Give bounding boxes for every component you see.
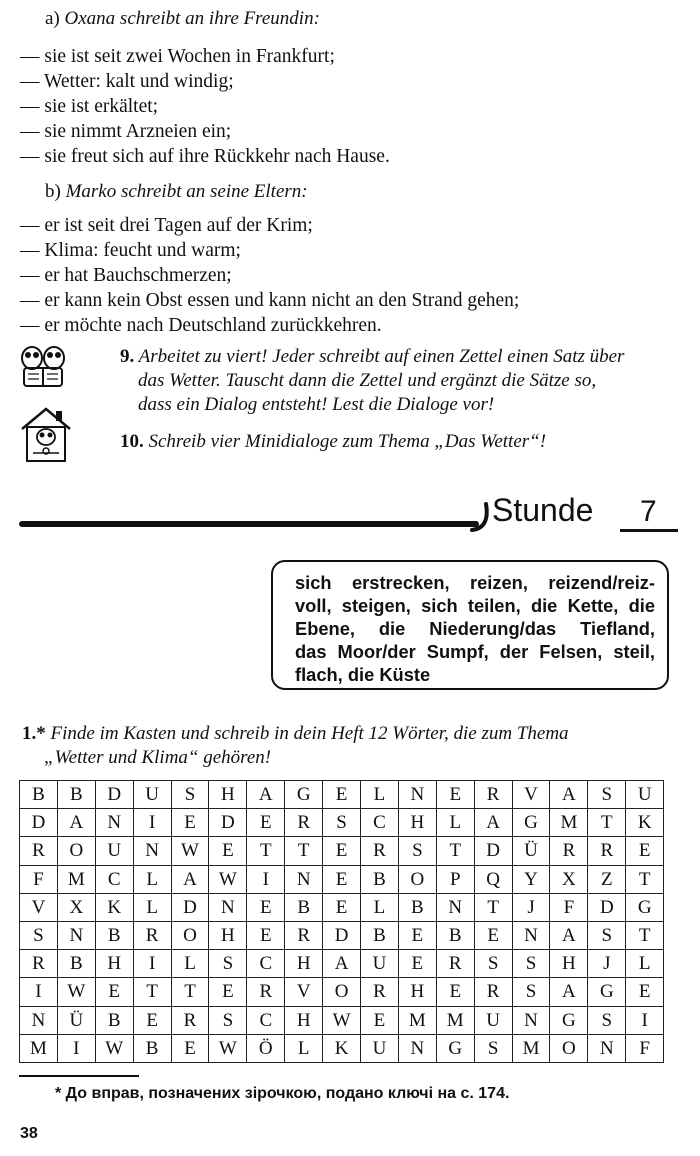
- grid-cell: S: [209, 950, 247, 978]
- grid-cell: B: [285, 893, 323, 921]
- grid-cell: A: [550, 978, 588, 1006]
- grid-cell: S: [512, 978, 550, 1006]
- vocab-line: das Moor/der Sumpf, der Felsen, steil,: [295, 641, 655, 662]
- grid-cell: R: [20, 837, 58, 865]
- grid-cell: R: [474, 781, 512, 809]
- grid-cell: B: [436, 921, 474, 949]
- grid-cell: B: [95, 921, 133, 949]
- grid-cell: N: [512, 921, 550, 949]
- part-b-list: [20, 213, 519, 338]
- grid-cell: T: [171, 978, 209, 1006]
- grid-cell: M: [398, 1006, 436, 1034]
- grid-cell: H: [209, 781, 247, 809]
- grid-cell: U: [361, 950, 399, 978]
- grid-row: [20, 893, 664, 921]
- vocab-line: flach, die Küste: [295, 664, 431, 685]
- grid-cell: N: [588, 1034, 626, 1062]
- grid-cell: J: [512, 893, 550, 921]
- task-1-line-1: Finde im Kasten und schreib in dein Heft 12 Wörter, die zum Thema: [50, 723, 569, 744]
- grid-cell: O: [171, 921, 209, 949]
- grid-cell: S: [323, 809, 361, 837]
- grid-cell: T: [285, 837, 323, 865]
- grid-cell: Y: [512, 865, 550, 893]
- grid-cell: B: [398, 893, 436, 921]
- vocab-line: Ebene, die Niederung/das Tiefland,: [295, 618, 655, 639]
- grid-cell: S: [588, 1006, 626, 1034]
- list-item: — er ist seit drei Tagen auf der Krim;: [20, 215, 313, 236]
- task-10: [120, 430, 546, 454]
- grid-cell: S: [474, 1034, 512, 1062]
- grid-cell: E: [247, 809, 285, 837]
- grid-cell: B: [361, 865, 399, 893]
- grid-cell: X: [57, 893, 95, 921]
- grid-cell: B: [20, 781, 58, 809]
- grid-cell: G: [626, 893, 664, 921]
- grid-cell: D: [95, 781, 133, 809]
- grid-cell: A: [57, 809, 95, 837]
- grid-cell: W: [323, 1006, 361, 1034]
- grid-cell: E: [133, 1006, 171, 1034]
- grid-row: [20, 1034, 664, 1062]
- grid-cell: W: [95, 1034, 133, 1062]
- grid-cell: E: [398, 921, 436, 949]
- task-10-number: 10.: [120, 431, 144, 452]
- grid-cell: Q: [474, 865, 512, 893]
- grid-cell: T: [133, 978, 171, 1006]
- grid-cell: F: [626, 1034, 664, 1062]
- part-a-title: Oxana schreibt an ihre Freundin:: [64, 8, 320, 29]
- grid-cell: L: [133, 865, 171, 893]
- grid-cell: L: [361, 781, 399, 809]
- grid-row: [20, 921, 664, 949]
- grid-cell: W: [57, 978, 95, 1006]
- vocab-box: [271, 560, 669, 690]
- page-number: 38: [20, 1125, 38, 1142]
- grid-cell: E: [361, 1006, 399, 1034]
- grid-cell: T: [436, 837, 474, 865]
- grid-cell: E: [323, 865, 361, 893]
- grid-cell: A: [474, 809, 512, 837]
- grid-cell: U: [133, 781, 171, 809]
- grid-cell: M: [436, 1006, 474, 1034]
- grid-cell: D: [20, 809, 58, 837]
- grid-row: [20, 1006, 664, 1034]
- grid-cell: I: [133, 809, 171, 837]
- grid-cell: H: [398, 809, 436, 837]
- grid-cell: K: [626, 809, 664, 837]
- grid-cell: E: [209, 978, 247, 1006]
- grid-cell: R: [474, 978, 512, 1006]
- list-item: — er möchte nach Deutschland zurückkehren.: [20, 315, 382, 336]
- grid-cell: C: [361, 809, 399, 837]
- grid-cell: M: [512, 1034, 550, 1062]
- grid-cell: L: [133, 893, 171, 921]
- grid-cell: O: [398, 865, 436, 893]
- grid-cell: H: [285, 950, 323, 978]
- grid-cell: N: [209, 893, 247, 921]
- grid-row: [20, 950, 664, 978]
- grid-cell: R: [247, 978, 285, 1006]
- part-a-heading: [45, 8, 320, 30]
- grid-cell: E: [626, 837, 664, 865]
- grid-cell: L: [285, 1034, 323, 1062]
- grid-cell: L: [361, 893, 399, 921]
- grid-cell: K: [95, 893, 133, 921]
- grid-cell: V: [20, 893, 58, 921]
- grid-cell: I: [20, 978, 58, 1006]
- grid-cell: C: [95, 865, 133, 893]
- grid-cell: O: [550, 1034, 588, 1062]
- grid-row: [20, 865, 664, 893]
- grid-cell: F: [550, 893, 588, 921]
- grid-cell: O: [57, 837, 95, 865]
- grid-cell: U: [95, 837, 133, 865]
- grid-cell: G: [588, 978, 626, 1006]
- grid-cell: W: [209, 1034, 247, 1062]
- grid-cell: P: [436, 865, 474, 893]
- grid-cell: B: [57, 781, 95, 809]
- grid-cell: U: [474, 1006, 512, 1034]
- grid-cell: N: [398, 781, 436, 809]
- list-item: — sie freut sich auf ihre Rückkehr nach Hause.: [20, 146, 390, 167]
- grid-cell: E: [398, 950, 436, 978]
- grid-cell: S: [588, 781, 626, 809]
- grid-cell: N: [512, 1006, 550, 1034]
- grid-cell: R: [436, 950, 474, 978]
- lesson-number-underline: [620, 529, 678, 532]
- task-9-number: 9.: [120, 346, 135, 367]
- vocab-line: sich erstrecken, reizen, reizend/reiz-: [295, 572, 655, 593]
- grid-cell: E: [474, 921, 512, 949]
- task-9-line-1: Arbeitet zu viert! Jeder schreibt auf einen Zettel einen Satz über: [138, 346, 625, 367]
- group-work-icon: [18, 340, 68, 390]
- grid-cell: S: [209, 1006, 247, 1034]
- grid-cell: B: [57, 950, 95, 978]
- grid-cell: E: [323, 781, 361, 809]
- grid-cell: E: [171, 1034, 209, 1062]
- grid-cell: N: [20, 1006, 58, 1034]
- grid-cell: Ü: [512, 837, 550, 865]
- part-b-heading: [45, 181, 308, 203]
- grid-cell: T: [588, 809, 626, 837]
- task-1: [22, 722, 682, 770]
- grid-cell: N: [95, 809, 133, 837]
- task-1-line-2: „Wetter und Klima“ gehören!: [44, 747, 272, 768]
- grid-cell: E: [247, 893, 285, 921]
- grid-cell: R: [550, 837, 588, 865]
- grid-cell: V: [285, 978, 323, 1006]
- homework-icon: [18, 405, 74, 465]
- grid-cell: A: [171, 865, 209, 893]
- grid-cell: R: [285, 809, 323, 837]
- grid-cell: X: [550, 865, 588, 893]
- grid-cell: R: [171, 1006, 209, 1034]
- grid-cell: L: [436, 809, 474, 837]
- grid-cell: S: [20, 921, 58, 949]
- grid-cell: I: [57, 1034, 95, 1062]
- grid-cell: E: [436, 978, 474, 1006]
- grid-cell: I: [626, 1006, 664, 1034]
- grid-cell: E: [323, 837, 361, 865]
- grid-cell: R: [361, 978, 399, 1006]
- grid-cell: S: [398, 837, 436, 865]
- grid-cell: H: [285, 1006, 323, 1034]
- grid-cell: L: [626, 950, 664, 978]
- grid-cell: E: [626, 978, 664, 1006]
- part-a-letter: a): [45, 8, 60, 29]
- grid-cell: G: [550, 1006, 588, 1034]
- grid-cell: R: [20, 950, 58, 978]
- grid-cell: U: [361, 1034, 399, 1062]
- lesson-number: 7: [640, 495, 657, 528]
- grid-cell: I: [247, 865, 285, 893]
- vocab-line: voll, steigen, sich teilen, die Kette, die: [295, 595, 655, 616]
- grid-cell: D: [209, 809, 247, 837]
- part-b-title: Marko schreibt an seine Eltern:: [65, 181, 308, 202]
- grid-cell: T: [247, 837, 285, 865]
- grid-cell: U: [626, 781, 664, 809]
- grid-row: [20, 809, 664, 837]
- grid-cell: A: [550, 921, 588, 949]
- grid-cell: S: [588, 921, 626, 949]
- grid-cell: M: [20, 1034, 58, 1062]
- grid-cell: T: [626, 921, 664, 949]
- grid-row: [20, 978, 664, 1006]
- grid-cell: M: [550, 809, 588, 837]
- grid-cell: D: [323, 921, 361, 949]
- grid-cell: R: [588, 837, 626, 865]
- list-item: — Klima: feucht und warm;: [20, 240, 241, 261]
- lesson-title: Stunde: [492, 492, 594, 528]
- grid-cell: S: [474, 950, 512, 978]
- grid-cell: E: [209, 837, 247, 865]
- grid-cell: B: [361, 921, 399, 949]
- list-item: — sie nimmt Arzneien ein;: [20, 121, 232, 142]
- task-9: [120, 345, 680, 417]
- grid-row: [20, 837, 664, 865]
- grid-cell: R: [285, 921, 323, 949]
- grid-cell: B: [133, 1034, 171, 1062]
- list-item: — Wetter: kalt und windig;: [20, 71, 234, 92]
- grid-cell: N: [436, 893, 474, 921]
- grid-cell: E: [323, 893, 361, 921]
- grid-cell: E: [95, 978, 133, 1006]
- list-item: — sie ist erkältet;: [20, 96, 159, 117]
- grid-cell: G: [285, 781, 323, 809]
- grid-row: [20, 781, 664, 809]
- grid-cell: C: [247, 1006, 285, 1034]
- grid-cell: N: [133, 837, 171, 865]
- grid-cell: R: [361, 837, 399, 865]
- grid-cell: H: [550, 950, 588, 978]
- grid-cell: Ü: [57, 1006, 95, 1034]
- grid-cell: N: [285, 865, 323, 893]
- grid-cell: N: [57, 921, 95, 949]
- grid-cell: Z: [588, 865, 626, 893]
- grid-cell: S: [512, 950, 550, 978]
- list-item: — sie ist seit zwei Wochen in Frankfurt;: [20, 46, 335, 67]
- grid-cell: H: [95, 950, 133, 978]
- grid-cell: Ö: [247, 1034, 285, 1062]
- grid-cell: D: [588, 893, 626, 921]
- grid-cell: N: [398, 1034, 436, 1062]
- grid-cell: T: [626, 865, 664, 893]
- grid-cell: D: [171, 893, 209, 921]
- grid-cell: R: [133, 921, 171, 949]
- task-10-text: Schreib vier Minidialoge zum Thema „Das Wetter“!: [148, 431, 547, 452]
- footnote: * До вправ, позначених зірочкою, подано ключі на с. 174.: [55, 1085, 510, 1102]
- grid-cell: E: [436, 781, 474, 809]
- grid-cell: K: [323, 1034, 361, 1062]
- task-1-number: 1.*: [22, 723, 46, 744]
- grid-cell: V: [512, 781, 550, 809]
- task-9-line-2: das Wetter. Tauscht dann die Zettel und ergänzt die Sätze so,: [138, 370, 597, 391]
- grid-cell: L: [171, 950, 209, 978]
- grid-cell: G: [436, 1034, 474, 1062]
- grid-cell: J: [588, 950, 626, 978]
- list-item: — er kann kein Obst essen und kann nicht an den Strand gehen;: [20, 290, 520, 311]
- grid-cell: E: [247, 921, 285, 949]
- task-9-line-3: dass ein Dialog entsteht! Lest die Dialoge vor!: [138, 394, 495, 415]
- lesson-rule-hook: [470, 500, 492, 534]
- lesson-rule-left: [19, 521, 479, 527]
- grid-cell: E: [171, 809, 209, 837]
- grid-cell: C: [247, 950, 285, 978]
- grid-cell: H: [398, 978, 436, 1006]
- grid-cell: D: [474, 837, 512, 865]
- grid-cell: B: [95, 1006, 133, 1034]
- grid-cell: M: [57, 865, 95, 893]
- grid-cell: A: [323, 950, 361, 978]
- footnote-rule: [19, 1075, 139, 1077]
- list-item: — er hat Bauchschmerzen;: [20, 265, 232, 286]
- grid-cell: H: [209, 921, 247, 949]
- grid-cell: I: [133, 950, 171, 978]
- grid-cell: G: [512, 809, 550, 837]
- grid-cell: S: [171, 781, 209, 809]
- grid-cell: T: [474, 893, 512, 921]
- grid-cell: O: [323, 978, 361, 1006]
- grid-cell: W: [209, 865, 247, 893]
- grid-cell: A: [247, 781, 285, 809]
- grid-cell: W: [171, 837, 209, 865]
- word-search-grid: [19, 780, 664, 1063]
- part-b-letter: b): [45, 181, 61, 202]
- grid-cell: F: [20, 865, 58, 893]
- part-a-list: [20, 44, 390, 169]
- grid-cell: A: [550, 781, 588, 809]
